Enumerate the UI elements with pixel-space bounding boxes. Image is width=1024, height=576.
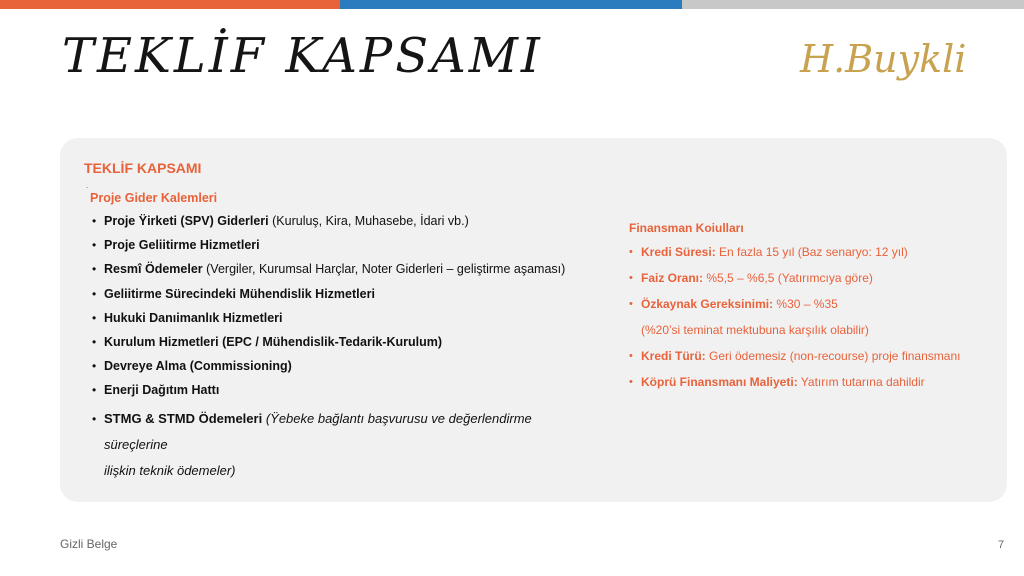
panel-title: TEKLİF KAPSAMI [84,160,202,176]
item-label: Proje Geliitirme Hizmetleri [104,238,260,253]
list-item [92,333,612,357]
list-item-stmg [92,406,562,484]
item-detail-line2: süreçlerine [104,436,168,452]
top-color-bar [0,0,1024,9]
page-number: 7 [998,539,1005,551]
item-label: Kurulum Hizmetleri (EPC / Mühendislik-Tedarik-Kurulum) [104,334,442,349]
expense-items-heading: Proje Gider Kalemleri [90,191,218,205]
company-logo [796,30,976,90]
list-item [92,309,612,333]
list-item [92,357,612,381]
list-item [629,244,999,270]
top-bar-blue [340,0,682,9]
slide-title: TEKLİF KAPSAMI [62,28,543,84]
logo-text: H.Buykli [800,37,967,81]
item-label: Proje Ÿirketi (SPV) Giderleri [104,214,269,228]
list-item [92,236,612,260]
term-value: %5,5 – %6,5 (Yatırımcıya göre) [703,271,873,285]
term-label: Özkaynak Gereksinimi: [641,297,774,311]
item-label: Resmî Ödemeler [104,262,203,277]
footer-confidential-label: Gizli Belge [60,537,118,551]
item-detail: (Ÿebeke bağlantı başvurusu ve değerlendirme [262,410,532,426]
list-item [92,260,612,284]
item-label: Enerji Dağıtım Hattı [104,383,220,398]
list-item [92,285,612,309]
term-value: En fazla 15 yıl (Baz senaryo: 12 yıl) [715,245,908,259]
term-value: Yatırım tutarına dahildir [797,375,925,389]
list-item [629,374,999,400]
term-label: Faiz Oranı: [641,271,704,285]
term-label: Kredi Türü: [641,349,706,363]
top-bar-orange [0,0,340,9]
item-detail: (Vergiler, Kurumsal Harçlar, Noter Giderleri – geliştirme aşaması) [202,262,566,277]
item-detail-line3: ilişkin teknik ödemeler) [104,462,236,478]
item-label: Hukuki Danıimanlık Hizmetleri [104,310,283,325]
top-bar-gray [682,0,1024,9]
item-label: STMG & STMD Ödemeleri [104,410,263,426]
list-item [629,270,999,296]
term-value: Geri ödemesiz (non-recourse) proje finansmanı [705,349,961,363]
term-value: %30 – %35 [773,297,838,311]
finance-heading: Finansman Koiulları [629,221,744,235]
item-label: Geliitirme Sürecindeki Mühendislik Hizmetleri [104,286,375,301]
expense-items-list [92,212,612,484]
item-label: Devreye Alma (Commissioning) [104,359,292,374]
finance-terms-list [629,244,999,400]
list-item [92,212,612,236]
item-detail: (Kuruluş, Kira, Muhasebe, İdari vb.) [268,214,469,228]
term-label: Köprü Finansmanı Maliyeti: [641,375,798,389]
list-item [629,348,999,374]
equity-note: (%20’si teminat mektubuna karşılık olabilir) [641,323,869,337]
list-item [92,381,612,405]
list-item [629,296,999,322]
term-label: Kredi Süresi: [641,245,716,259]
panel-dot: . [86,181,89,190]
